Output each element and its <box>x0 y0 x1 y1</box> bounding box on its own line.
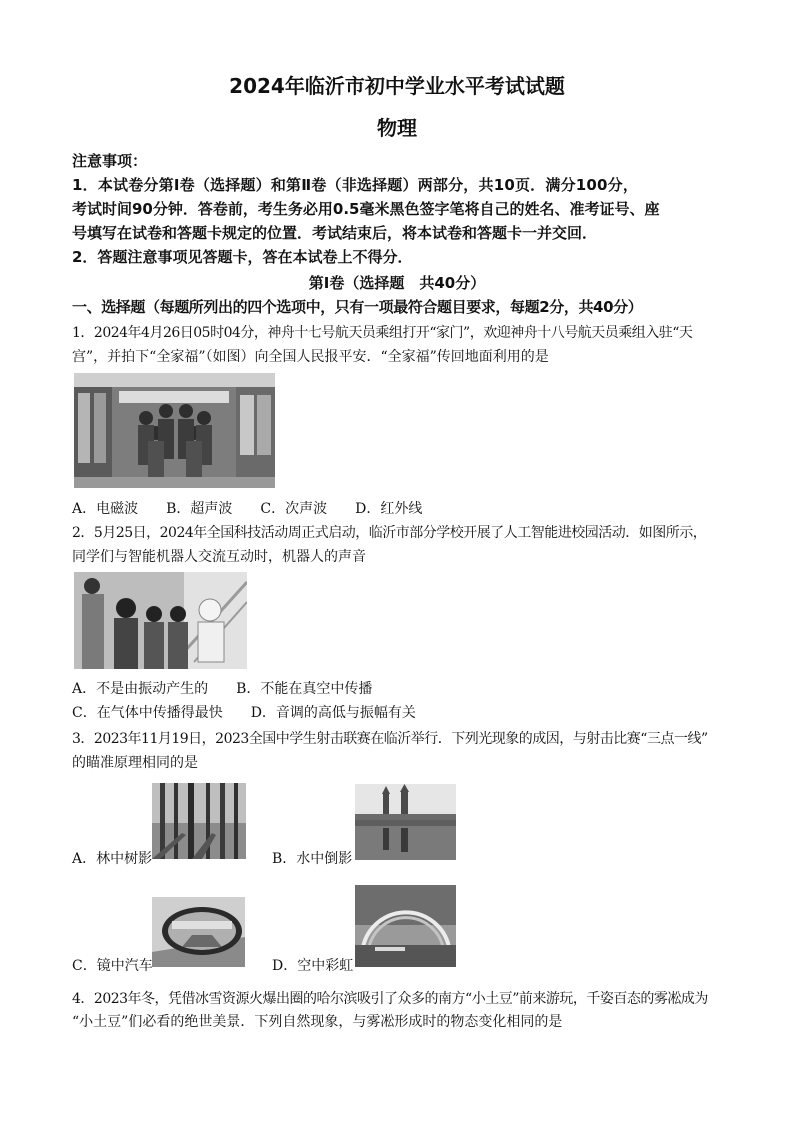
q2-options-cd: C．在气体中传播得最快 D．音调的高低与振幅有关 <box>72 705 416 721</box>
q3-option-c: C．镜中汽车 <box>72 958 153 974</box>
q4-stem-line-2: “小土豆”们必看的绝世美景．下列自然现象，与雾凇形成时的物态变化相同的是 <box>72 1014 563 1030</box>
q4-stem-line-1: 4．2023年冬，凭借冰雪资源火爆出圈的哈尔滨吸引了众多的南方“小土豆”前来游玩，千姿百态的雾凇成为 <box>72 991 708 1007</box>
q3-option-d: D．空中彩虹 <box>272 958 354 974</box>
notice-line-4: 2．答题注意事项见答题卡，答在本试卷上不得分． <box>72 248 413 266</box>
space-station-photo <box>74 373 275 488</box>
q2-options-ab: A．不是由振动产生的 B．不能在真空中传播 <box>72 681 373 697</box>
q3-option-b: B．水中倒影 <box>272 851 353 867</box>
subject-title: 物理 <box>377 116 417 140</box>
q1-stem-line-1: 1．2024年4月26日05时04分，神舟十七号航天员乘组打开“家门”，欢迎神舟十八号航天员乘组入驻“天 <box>72 325 693 341</box>
q2-stem-line-2: 同学们与智能机器人交流互动时，机器人的声音 <box>72 549 366 565</box>
robot-students-photo <box>74 572 247 669</box>
q1-stem-line-2: 宫”，并拍下“全家福”（如图）向全国人民报平安．“全家福”传回地面利用的是 <box>72 349 549 365</box>
notice-line-2: 考试时间90分钟．答卷前，考生务必用0.5毫米黑色签字笔将自己的姓名、准考证号、座 <box>72 200 660 218</box>
volume-heading: 第Ⅰ卷（选择题 共40分） <box>308 274 486 292</box>
q3-stem-line-1: 3．2023年11月19日，2023全国中学生射击联赛在临沂举行．下列光现象的成因，与射击比赛“三点一线” <box>72 731 708 747</box>
rainbow-photo <box>355 885 456 967</box>
q2-stem-line-1: 2．5月25日，2024年全国科技活动周正式启动，临沂市部分学校开展了人工智能进校园活动．如图所示， <box>72 525 707 541</box>
car-mirror-photo <box>152 897 245 967</box>
q1-options: A．电磁波 B．超声波 C．次声波 D．红外线 <box>72 501 423 517</box>
forest-shadow-photo <box>152 783 246 859</box>
notice-line-1: 1．本试卷分第Ⅰ卷（选择题）和第Ⅱ卷（非选择题）两部分，共10页．满分100分， <box>72 176 639 194</box>
q3-option-a: A．林中树影 <box>72 851 153 867</box>
q3-stem-line-2: 的瞄准原理相同的是 <box>72 755 198 771</box>
notice-line-3: 号填写在试卷和答题卡规定的位置．考试结束后，将本试卷和答题卡一并交回． <box>72 224 598 242</box>
notice-heading: 注意事项： <box>72 152 148 170</box>
part-heading: 一、选择题（每题所列出的四个选项中，只有一项最符合题目要求，每题2分，共40分） <box>72 298 643 316</box>
exam-title: 2024年临沂市初中学业水平考试试题 <box>229 74 565 98</box>
water-reflection-photo <box>355 784 456 860</box>
